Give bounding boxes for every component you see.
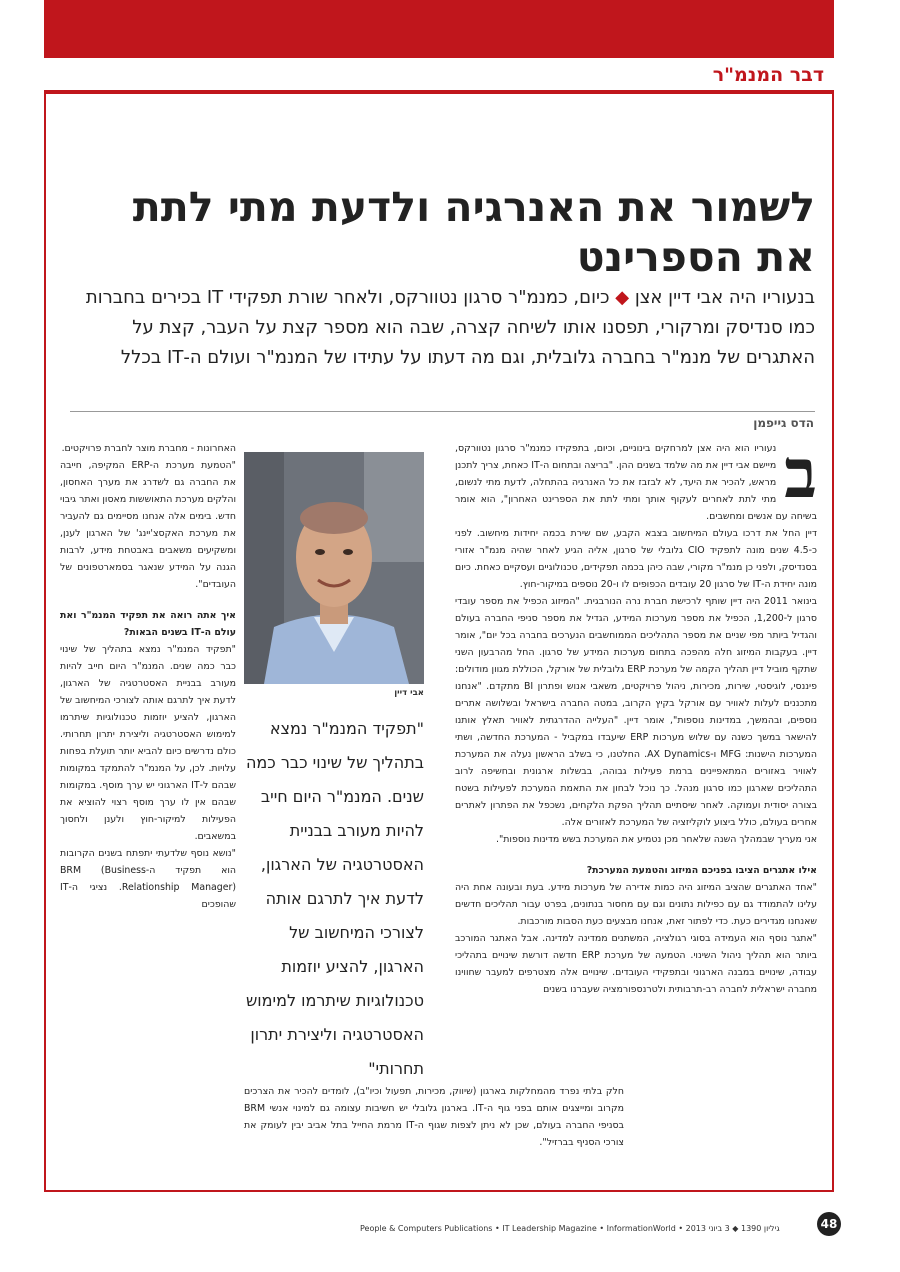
- photo-caption: אבי דיין: [394, 688, 424, 698]
- interview-question: אילו אתגרים הציבו בפניכם המיזוג והטמעת המערכת?: [586, 865, 817, 876]
- footer-item: InformationWorld: [606, 1224, 676, 1233]
- interview-question: איך אתה רואה את תפקיד המנמ"ר ואת עולם ה-IT בשנים הבאות?: [60, 610, 236, 638]
- frame-left-rule: [44, 94, 46, 1192]
- author-photo: [244, 452, 424, 684]
- frame-bottom-rule: [44, 1190, 834, 1192]
- article-column-left: [60, 440, 236, 913]
- page-number: 48: [817, 1212, 841, 1236]
- section-label: דבר המנמ"ר: [712, 64, 824, 86]
- footer-item: IT Leadership Magazine: [502, 1224, 597, 1233]
- lead-part-1: בנעוריו היה אבי דיין אצן: [634, 287, 815, 308]
- paragraph: "אתגר נוסף הוא העמידה בסוגי רגולציה, המשתנים ממדינה למדינה. אבל האתגר המורכב ביותר הוא תהליך ניהול השינוי. הטמעה של מערכת ERP חדשה דורשת שינויים בתהליכי עבודה, שינויים במבנה הארגוני ובתפקידי העובדים. שינויים אלה מצטרפים למעבר שחווינו מחברה ישראלית לחברה רב-תרבותית ולטרנספורמציה שעברנו בשנים: [455, 933, 817, 995]
- section-header: [44, 58, 834, 94]
- top-color-band: [44, 0, 834, 58]
- article-lead: [70, 283, 815, 373]
- byline-divider: [70, 411, 815, 412]
- article-column-middle: חלק בלתי נפרד מהמחלקות בארגון (שיווק, מכירות, תפעול וכיו"ב), לומדים להכיר את הצרכים מקרוב ומייצגים אותם בפני גוף ה-IT. בארגון גלובלי יש חשיבות עצומה גם למינוי אנשי BRM בסניפי החברה בעולם, שכן לא ניתן לצפות שגוף ה-IT מרמת החייל בתל אביב יבין לעומק את צורכי הסניף בברזיל".: [244, 1086, 624, 1148]
- paragraph: דיין החל את דרכו בעולם המיחשוב בצבא הקבע, שם שירת בכמה יחידות מיחשוב. לפני כ-4.5 שנים מונה לתפקיד CIO גלובלי של סרגון, אליה הגיע לאחר שהיה מנמ"ר אזורי בסנדיסק, ולפני כן מנמ"ר מקורי, שבה כיהן בכמה תפקידים, טכנולוגיים ועסקיים כאחת. כיום מונה יחידת ה-IT של סרגון 20 עובדים הכפופים לו ו-20 נוספים במיקור-חוץ.: [455, 528, 817, 590]
- paragraph: בינואר 2011 היה דיין שותף לרכישת חברת נרה הנורבגית. "המיזוג הכפיל את מספר עובדי סרגון ל-1,200, הכפיל את מספר מערכות המידע, הגדיל את מספר סניפי החברה בעולם והגדיל ביותר מפי שניים את מספר התהליכים הממוחשבים הנערכים בחברה בכל יום", אומר דיין. בעקבות המיזוג חלה מהפכה בתחום מערכות המידע של סרגון. החל מהרבעון השני שתקף מוביל דיין תהליך הקמה של מערכת ERP גלובלית של אורקל, הכוללת מגוון מודולים: פיננסי, לוגיסטי, שירות, מכירות, ניהול פרויקטים, משאבי אנוש ופתרון BI מתקדם. "אנחנו מתכננים לעלות לאוויר עם אורקל בקיץ הקרוב, במטה החברה בישראל ובשלושה אתרים נוספים, ובהמשך, במדינות נוספות", אומר דיין. "העלייה ההדרגתית לאוויר תאלץ אותנו להישאר במשך כשנה עם שלוש מערכות ERP שיעבדו במקביל - המערכת החדשה, ושתי המערכות הישנות: MFG ו-AX Dynamics. החלטנו, כי בשלב הראשון נעלה את המערכת לאוויר באזורים המתאפיינים ברמת פעילות גבוהה, בבשלות ארגונית ובחשיפה לרוב התהליכים שארגון כמו סרגון מנהל. כך נוכל לבחון את התאמת המערכת לפעילות בשטח בצורה יסודית ועמוקה. לאחר שיסתיים תהליך הפקת הלקחים, נשכפל את הפתרון לאתרים אחרים בעולם, כולל ביצוע לוקליזציה של המערכת לאזורים אלה.: [455, 596, 817, 828]
- paragraph: נעוריו הוא היה אצן למרחקים בינוניים, וכיום, בתפקידו כמנמ"ר סרגון נטוורקס, מיישם אבי דיין את מה שלמד בשנים ההן. "בריצה ובתחום ה-IT כאחת, צריך לתכנן מראש, להכיר את היעד, לא לבזבז את כל האנרגיה בהתחלה, לדעת מתי לנשום, מתי לתת לאחרים לעקוף אותך ומתי לתת את הספרינט האחרון", הוא אומר בשיחה עם אנשים ומחשבים.: [455, 443, 817, 522]
- footer-item: People & Computers Publications: [360, 1224, 493, 1233]
- lead-part-2: כיום, כמנמ"ר סרגון נטוורקס, ולאחר שורת תפקידי IT בכירים בחברות כמו סנדיסק ומרקורי, תפסנו אותו לשיחה קצרה, שבה הוא מספר קצת על העבר, קצת על האתגרים של מנמ"ר בחברה גלובלית, וגם מה דעתו על עתידו של המנמ"ר ועולם ה-IT בכלל: [85, 287, 815, 368]
- pull-quote: "תפקיד המנמ"ר נמצא בתהליך של שינוי כבר כמה שנים. המנמ"ר היום חייב להיות מעורב בבניית האסטרטגיה של הארגון, לדעת איך לתרגם אותה לצורכי המיחשוב של הארגון, להציע יוזמות טכנולוגיות שיתרמו למימוש האסטרטגיה וליצירת יתרון תחרותי": [245, 719, 424, 1078]
- article-headline: לשמור את האנרגיה ולדעת מתי לתת את הספרינט: [132, 183, 815, 281]
- paragraph: "נושא נוסף שלדעתי יתפתח בשנים הקרובות הוא תפקיד ה-BRM (Business Relationship Manager). נציגי ה-IT שהופכים: [60, 848, 237, 910]
- paragraph: "הטמעת מערכת ה-ERP המקיפה, חייבה את החברה גם לשדרג את מערך האחסון, והלקים מערכת התאוששות מאסון ואתר גיבוי חדש. בימים אלה אנחנו מסיימים גם להעביר את מערכת האקסצ'יינג' של הארגון לענן, ומשקיעים משאבים באבטחת מידע, לרבות הגנה על המידע שנאגר בסמארטפונים של העובדים".: [60, 460, 236, 590]
- frame-right-rule: [832, 94, 834, 1192]
- paragraph: "תפקיד המנמ"ר נמצא בתהליך של שינוי כבר כמה שנים. המנמ"ר היום חייב להיות מעורב בבניית האסטרטגיה של הארגון, לדעת איך לתרגם אותה לצורכי המיחשוב של הארגון, להציע יוזמות טכנולוגיות שיתרמו למימוש האסטרטגיה וליצירת יתרון תחרותי. כולם נדרשים כיום להביא יותר תועלת בפחות עלויות. לכן, על המנמ"ר להתמקד במקומות שבהם ל-IT הארגוני יש ערך מוסף. במקומות שבהם אין לו ערך מוסף רצוי להוציא את הפעילות למיקור-חוץ ולענן ולחסוך במשאבים.: [60, 644, 236, 842]
- paragraph: אני מעריך שבמהלך השנה שלאחר מכן נטמיע את המערכת בשש מדינות נוספות".: [495, 834, 817, 845]
- paragraph: "אחד האתגרים שהציב המיזוג היה כמות אדירה של מערכות מידע. בעת ובעונה אחת היה עלינו להתמודד גם עם כפילות נתונים וגם עם מחסור בנתונים, בפרט עבור תהליכים חדשים שאנחנו מגדירים כעת. כדי לפתור זאת, אנחנו מבצעים כעת הסבות מורכבות.: [455, 882, 817, 927]
- diamond-icon: ◆: [615, 287, 630, 308]
- drop-cap: ב: [784, 434, 817, 514]
- footer-item: גיליון 1390 ◆ 3 ביוני 2013: [685, 1224, 780, 1233]
- page-footer: People & Computers Publications • IT Leadership Magazine • InformationWorld • גיליון 1390 ◆ 3 ביוני 2013: [360, 1224, 780, 1233]
- article-column-right: [455, 434, 817, 998]
- author-byline: הדס גייפמן: [753, 416, 814, 430]
- paragraph: האחרונות - מחברת מוצר לחברת פרויקטים.: [61, 443, 236, 454]
